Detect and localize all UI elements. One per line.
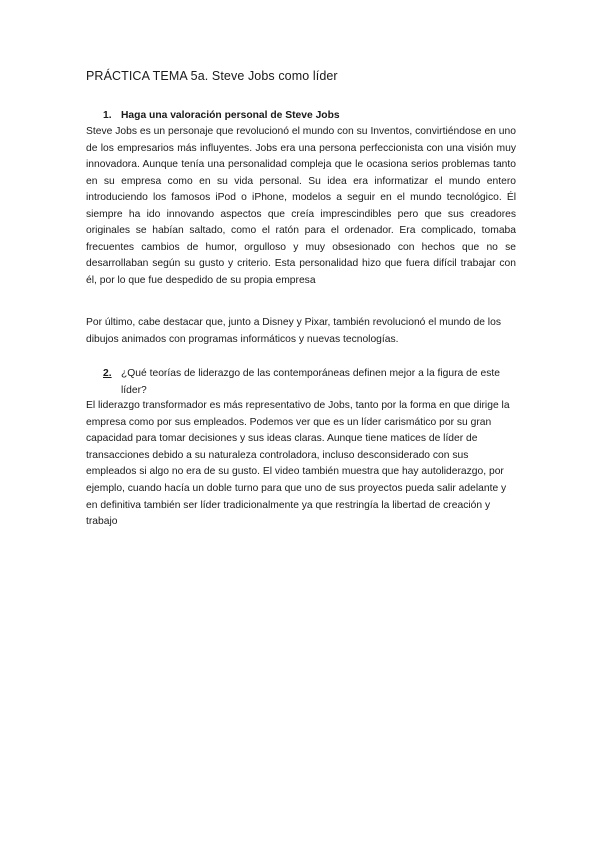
document-title: PRÁCTICA TEMA 5a. Steve Jobs como líder [86, 69, 338, 83]
question-1-text: Haga una valoración personal de Steve Jobs [121, 110, 340, 121]
question-1-number: 1. [103, 110, 112, 121]
question-2-number: 2. [103, 368, 112, 379]
question-2-heading [103, 366, 519, 399]
question-1-answer-paragraph-1: Steve Jobs es un personaje que revolucionó el mundo con su Inventos, convirtiéndose en uno de los empresarios más influyentes. Jobs era una persona perfeccionista con una visión muy innovadora. Aunque tenía una personalidad compleja que le ocasiona serios problemas tanto en su empresa como en su vida personal. Su idea era informatizar el mundo entero introduciendo los famosos iPod o iPhone, modelos a seguir en el mundo tecnológico. Él siempre ha ido innovando aspectos que creía imprescindibles pero que sus creadores originales se habían saltado, como el ratón para el ordenador. Era complicado, tomaba frecuentes cambios de humor, orgulloso y muy obsesionado con hechos que no se desarrollaban según su gusto y criterio. Esta personalidad hizo que fuera difícil trabajar con él, por lo que fue despedido de su propia empresa [86, 126, 516, 286]
question-2-text: ¿Qué teorías de liderazgo de las contemporáneas definen mejor a la figura de este líder? [121, 368, 500, 396]
question-1-answer-paragraph-2: Por último, cabe destacar que, junto a Disney y Pixar, también revolucionó el mundo de los dibujos animados con programas informáticos y nuevas tecnologías. [86, 317, 501, 345]
question-2-answer: El liderazgo transformador es más representativo de Jobs, tanto por la forma en que dirige la empresa como por sus empleados. Podemos ver que es un líder carismático por su gran capacidad para tomar decisiones y sus ideas claras. Aunque tiene matices de líder de transacciones debido a su naturaleza controladora, incluso desconsiderado con sus empleados si algo no era de su gusto. El video también muestra que hay autoliderazgo, por ejemplo, cuando hacía un doble turno para que uno de sus proyectos pueda salir adelante y en definitiva también ser líder tradicionalmente ya que restringía la libertad de creación y trabajo [86, 400, 510, 528]
question-1-heading [103, 108, 340, 125]
